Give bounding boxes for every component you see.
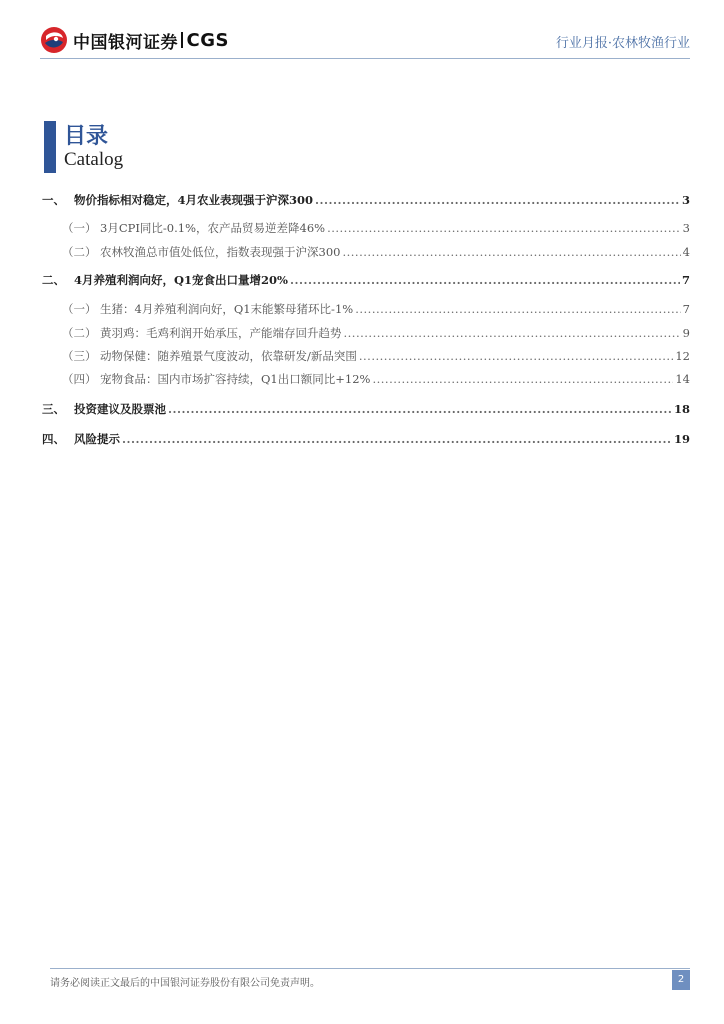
toc-entry-2-2[interactable] [42,325,690,341]
toc-leader [342,244,680,260]
toc-accent-bar [44,121,56,173]
footer-disclaimer: 请务必阅读正文最后的中国银河证券股份有限公司免责声明。 [50,978,320,989]
toc-leader [359,348,673,364]
toc-leader [355,301,680,317]
toc-entry-text: 黄羽鸡：毛鸡利润开始承压，产能端存回升趋势 [100,326,342,340]
toc-leader [344,325,681,341]
toc-entry-4[interactable] [42,431,690,447]
toc-leader [372,371,673,387]
report-category: 行业月报·农林牧渔行业 [555,36,690,51]
toc-entry-number: （四） [62,372,97,386]
toc-entry-text: 风险提示 [74,432,120,446]
brand-name-cn: 中国银河证券 [73,32,178,53]
toc-entry-page: 19 [673,432,690,446]
toc-entry-3[interactable] [42,401,690,417]
toc-entry-number: 三、 [42,402,65,416]
toc-entry-text: 农林牧渔总市值处低位，指数表现强于沪深300 [100,245,341,259]
toc-entry-1-1[interactable] [42,220,690,236]
toc-entry-number: 四、 [42,432,65,446]
toc-title-cn: 目录 [64,124,109,149]
brand-name-en: CGS [186,29,229,51]
page-header [0,0,724,60]
page-number: 2 [672,970,690,990]
toc-entry-page: 9 [682,326,690,340]
toc-entry-number: 一、 [42,193,65,207]
toc-entry-2-3[interactable] [42,348,690,364]
toc-entry-page: 3 [681,193,690,207]
toc-entry-page: 3 [682,221,690,235]
toc-entry-number: （三） [62,349,97,363]
toc-entry-2-1[interactable] [42,301,690,317]
toc-entry-number: 二、 [42,273,65,287]
toc-entry-text: 4月养殖利润向好，Q1宠食出口量增20% [74,273,288,287]
toc-entry-page: 12 [675,349,690,363]
footer-divider [50,968,690,969]
toc-entry-text: 投资建议及股票池 [74,402,166,416]
toc-leader [327,220,681,236]
toc-entry-number: （一） [62,302,97,316]
toc-entry-number: （二） [62,245,97,259]
toc-entry-text: 生猪：4月养殖利润向好，Q1末能繁母猪环比-1% [100,302,354,316]
toc-entry-text: 宠物食品：国内市场扩容持续，Q1出口额同比+12% [100,372,371,386]
toc-entry-2-4[interactable] [42,371,690,387]
toc-leader [315,192,680,208]
toc-entry-page: 7 [681,273,690,287]
toc-entry-text: 动物保健：随养殖景气度波动，依靠研发/新品突围 [100,349,357,363]
company-logo [40,26,229,54]
toc-title-en: Catalog [64,149,124,170]
toc-entry-1-2[interactable] [42,244,690,260]
toc-leader [290,272,680,288]
toc-entry-page: 18 [673,402,690,416]
toc-entry-text: 物价指标相对稳定，4月农业表现强于沪深300 [74,193,314,207]
toc-entry-2[interactable] [42,272,690,288]
toc-entry-text: 3月CPI同比-0.1%，农产品贸易逆差降46% [100,221,326,235]
toc-entry-page: 4 [682,245,690,259]
header-divider [40,58,690,59]
toc-entry-number: （二） [62,326,97,340]
toc-leader [168,401,672,417]
toc-entry-page: 14 [675,372,690,386]
toc-leader [122,431,672,447]
toc-entry-number: （一） [62,221,97,235]
logo-divider [181,32,183,48]
galaxy-logo-icon [40,26,68,54]
toc-entry-1[interactable] [42,192,690,208]
toc-entry-page: 7 [682,302,690,316]
